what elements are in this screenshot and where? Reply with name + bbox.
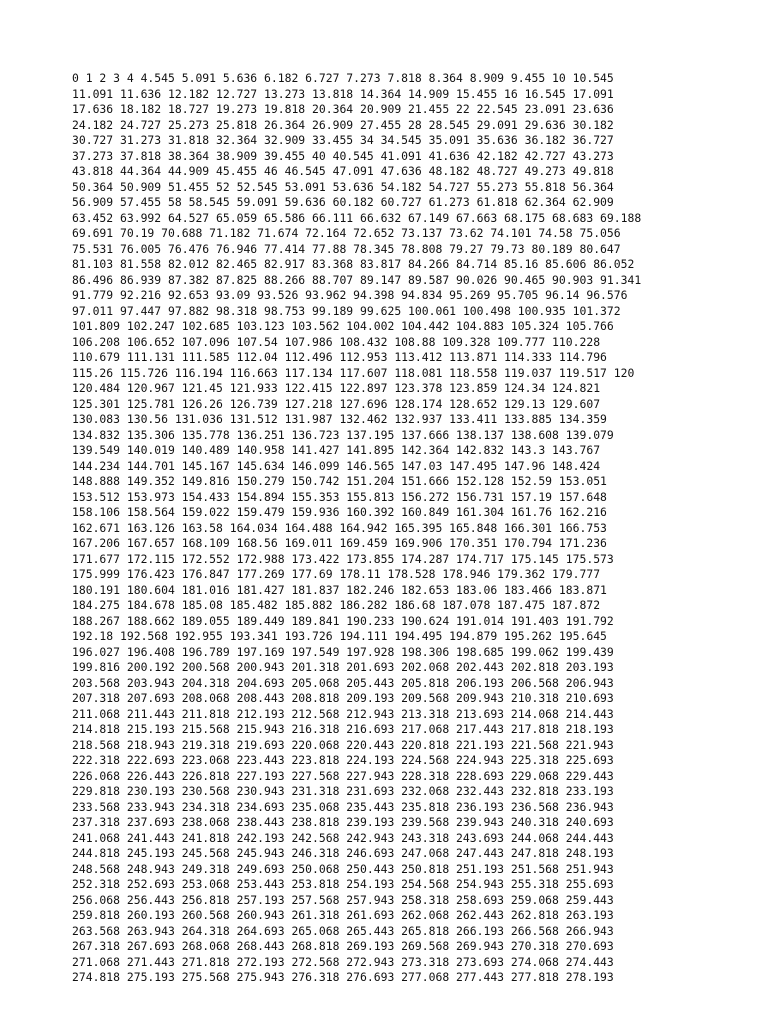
- text-line: 101.809 102.247 102.685 103.123 103.562 104.002 104.442 104.883 105.324 105.766: [72, 319, 614, 333]
- text-line: 106.208 106.652 107.096 107.54 107.986 108.432 108.88 109.328 109.777 110.228: [72, 334, 601, 349]
- text-line: 196.027 196.408 196.789 197.169 197.549 197.928 198.306 198.685 199.062 199.439: [72, 644, 614, 659]
- text-line: 11.091 11.636 12.182 12.727 13.273 13.818 14.364 14.909 15.455 16 16.545 17.091: [72, 86, 614, 101]
- text-line: 233.568 233.943 234.318 234.693 235.068 235.443 235.818 236.193 236.568 236.943: [72, 799, 614, 814]
- text-line: 171.677 172.115 172.552 172.988 173.422 173.855 174.287 174.717 175.145 175.573: [72, 551, 614, 566]
- text-line: 252.318 252.693 253.068 253.443 253.818 254.193 254.568 254.943 255.318 255.693: [72, 877, 614, 891]
- text-line: 199.816 200.192 200.568 200.943 201.318 201.693 202.068 202.443 202.818 203.193: [72, 660, 614, 674]
- text-line: 43.818 44.364 44.909 45.455 46 46.545 47.091 47.636 48.182 48.727 49.273 49.818: [72, 164, 614, 178]
- document-body: [72, 71, 732, 986]
- text-line: 120.484 120.967 121.45 121.933 122.415 122.897 123.378 123.859 124.34 124.821: [72, 381, 601, 395]
- text-line: 188.267 188.662 189.055 189.449 189.841 190.233 190.624 191.014 191.403 191.792: [72, 613, 614, 628]
- text-line: 30.727 31.273 31.818 32.364 32.909 33.455 34 34.545 35.091 35.636 36.182 36.727: [72, 133, 614, 147]
- text-line: 192.18 192.568 192.955 193.341 193.726 194.111 194.495 194.879 195.262 195.645: [72, 629, 607, 643]
- text-line: 162.671 163.126 163.58 164.034 164.488 164.942 165.395 165.848 166.301 166.753: [72, 520, 607, 535]
- text-line: 0 1 2 3 4 4.545 5.091 5.636 6.182 6.727 7.273 7.818 8.364 8.909 9.455 10 10.545: [72, 71, 614, 85]
- text-line: 241.068 241.443 241.818 242.193 242.568 242.943 243.318 243.693 244.068 244.443: [72, 830, 614, 845]
- text-line: 207.318 207.693 208.068 208.443 208.818 209.193 209.568 209.943 210.318 210.693: [72, 691, 614, 705]
- text-line: 274.818 275.193 275.568 275.943 276.318 276.693 277.068 277.443 277.818 278.193: [72, 970, 614, 984]
- text-line: 263.568 263.943 264.318 264.693 265.068 265.443 265.818 266.193 266.568 266.943: [72, 923, 614, 938]
- text-line: 56.909 57.455 58 58.545 59.091 59.636 60.182 60.727 61.273 61.818 62.364 62.909: [72, 195, 614, 209]
- text-line: 130.083 130.56 131.036 131.512 131.987 132.462 132.937 133.411 133.885 134.359: [72, 412, 607, 426]
- text-line: 158.106 158.564 159.022 159.479 159.936 160.392 160.849 161.304 161.76 162.216: [72, 505, 607, 519]
- text-line: 271.068 271.443 271.818 272.193 272.568 272.943 273.318 273.693 274.068 274.443: [72, 954, 614, 969]
- text-line: 248.568 248.943 249.318 249.693 250.068 250.443 250.818 251.193 251.568 251.943: [72, 861, 614, 876]
- text-line: 214.818 215.193 215.568 215.943 216.318 216.693 217.068 217.443 217.818 218.193: [72, 722, 614, 736]
- text-line: 229.818 230.193 230.568 230.943 231.318 231.693 232.068 232.443 232.818 233.193: [72, 784, 614, 798]
- text-line: 91.779 92.216 92.653 93.09 93.526 93.962 94.398 94.834 95.269 95.705 96.14 96.576: [72, 288, 628, 302]
- text-line: 226.068 226.443 226.818 227.193 227.568 227.943 228.318 228.693 229.068 229.443: [72, 768, 614, 783]
- text-line: 148.888 149.352 149.816 150.279 150.742 151.204 151.666 152.128 152.59 153.051: [72, 474, 607, 488]
- text-line: 125.301 125.781 126.26 126.739 127.218 127.696 128.174 128.652 129.13 129.607: [72, 396, 601, 411]
- text-line: 167.206 167.657 168.109 168.56 169.011 169.459 169.906 170.351 170.794 171.236: [72, 536, 607, 550]
- text-line: 24.182 24.727 25.273 25.818 26.364 26.909 27.455 28 28.545 29.091 29.636 30.182: [72, 117, 614, 132]
- text-line: 69.691 70.19 70.688 71.182 71.674 72.164 72.652 73.137 73.62 74.101 74.58 75.056: [72, 226, 621, 240]
- text-line: 203.568 203.943 204.318 204.693 205.068 205.443 205.818 206.193 206.568 206.943: [72, 675, 614, 690]
- text-line: 259.818 260.193 260.568 260.943 261.318 261.693 262.068 262.443 262.818 263.193: [72, 908, 614, 922]
- text-line: 110.679 111.131 111.585 112.04 112.496 112.953 113.412 113.871 114.333 114.796: [72, 350, 607, 364]
- text-line: 244.818 245.193 245.568 245.943 246.318 246.693 247.068 247.443 247.818 248.193: [72, 846, 614, 860]
- text-line: 75.531 76.005 76.476 76.946 77.414 77.88 78.345 78.808 79.27 79.73 80.189 80.647: [72, 241, 621, 256]
- text-line: 153.512 153.973 154.433 154.894 155.353 155.813 156.272 156.731 157.19 157.648: [72, 489, 607, 504]
- text-line: 97.011 97.447 97.882 98.318 98.753 99.189 99.625 100.061 100.498 100.935 101.372: [72, 303, 621, 318]
- text-line: 237.318 237.693 238.068 238.443 238.818 239.193 239.568 239.943 240.318 240.693: [72, 815, 614, 829]
- text-line: 218.568 218.943 219.318 219.693 220.068 220.443 220.818 221.193 221.568 221.943: [72, 737, 614, 752]
- text-line: 81.103 81.558 82.012 82.465 82.917 83.368 83.817 84.266 84.714 85.16 85.606 86.052: [72, 257, 635, 271]
- text-line: 63.452 63.992 64.527 65.059 65.586 66.111 66.632 67.149 67.663 68.175 68.683 69.188: [72, 210, 642, 225]
- text-line: 180.191 180.604 181.016 181.427 181.837 182.246 182.653 183.06 183.466 183.871: [72, 582, 607, 597]
- text-line: 115.26 115.726 116.194 116.663 117.134 117.607 118.081 118.558 119.037 119.517 120: [72, 365, 635, 380]
- text-line: 267.318 267.693 268.068 268.443 268.818 269.193 269.568 269.943 270.318 270.693: [72, 939, 614, 953]
- text-line: 256.068 256.443 256.818 257.193 257.568 257.943 258.318 258.693 259.068 259.443: [72, 892, 614, 907]
- text-line: 50.364 50.909 51.455 52 52.545 53.091 53.636 54.182 54.727 55.273 55.818 56.364: [72, 179, 614, 194]
- text-line: 222.318 222.693 223.068 223.443 223.818 224.193 224.568 224.943 225.318 225.693: [72, 753, 614, 767]
- text-line: 175.999 176.423 176.847 177.269 177.69 178.11 178.528 178.946 179.362 179.777: [72, 567, 601, 581]
- text-line: 211.068 211.443 211.818 212.193 212.568 212.943 213.318 213.693 214.068 214.443: [72, 706, 614, 721]
- text-line: 139.549 140.019 140.489 140.958 141.427 141.895 142.364 142.832 143.3 143.767: [72, 443, 601, 457]
- text-line: 86.496 86.939 87.382 87.825 88.266 88.707 89.147 89.587 90.026 90.465 90.903 91.341: [72, 272, 642, 287]
- text-line: 184.275 184.678 185.08 185.482 185.882 186.282 186.68 187.078 187.475 187.872: [72, 598, 601, 612]
- text-line: 144.234 144.701 145.167 145.634 146.099 146.565 147.03 147.495 147.96 148.424: [72, 458, 601, 473]
- text-line: 37.273 37.818 38.364 38.909 39.455 40 40.545 41.091 41.636 42.182 42.727 43.273: [72, 148, 614, 163]
- text-line: 17.636 18.182 18.727 19.273 19.818 20.364 20.909 21.455 22 22.545 23.091 23.636: [72, 102, 614, 116]
- text-line: 134.832 135.306 135.778 136.251 136.723 137.195 137.666 138.137 138.608 139.079: [72, 427, 614, 442]
